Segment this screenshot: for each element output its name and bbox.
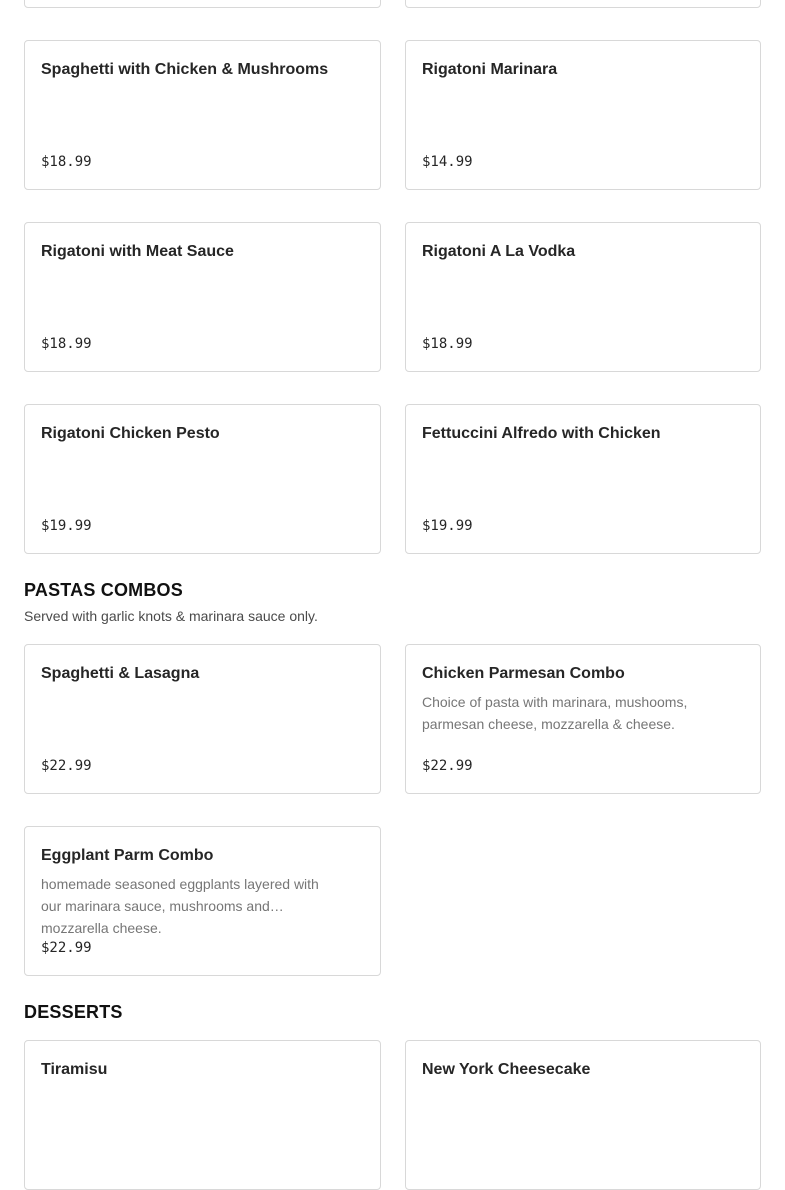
menu-grid-previous	[24, 0, 761, 8]
menu-grid-combos	[24, 644, 761, 976]
menu-item-card[interactable]	[24, 644, 381, 794]
item-price: $18.99	[41, 154, 92, 170]
item-price: $19.99	[422, 518, 473, 534]
item-price: $18.99	[422, 336, 473, 352]
item-price: $18.99	[41, 336, 92, 352]
menu-item-card[interactable]	[405, 0, 761, 8]
menu-item-card[interactable]	[405, 644, 761, 794]
menu-item-card[interactable]	[24, 222, 381, 372]
menu-item-card[interactable]	[24, 1040, 381, 1190]
item-name: Chicken Parmesan Combo	[422, 665, 625, 682]
section-title-desserts: DESSERTS	[24, 1002, 123, 1022]
item-name: Rigatoni A La Vodka	[422, 243, 576, 260]
menu-grid-pastas	[24, 40, 761, 554]
item-price: $22.99	[41, 940, 92, 956]
item-name: Fettuccini Alfredo with Chicken	[422, 425, 661, 442]
menu-item-card[interactable]	[405, 404, 761, 554]
item-name: Rigatoni Chicken Pesto	[41, 425, 220, 442]
item-name: Rigatoni Marinara	[422, 61, 558, 78]
item-price: $22.99	[41, 758, 92, 774]
item-price: $14.99	[422, 154, 473, 170]
menu-item-card[interactable]	[24, 404, 381, 554]
menu-item-card[interactable]	[24, 826, 381, 976]
item-price: $19.99	[41, 518, 92, 534]
menu-item-card[interactable]	[24, 40, 381, 190]
menu-item-card[interactable]	[405, 1040, 761, 1190]
section-title-pastas-combos: PASTAS COMBOS	[24, 580, 183, 600]
item-name: Eggplant Parm Combo	[41, 847, 214, 864]
section-subtitle: Served with garlic knots & marinara sauce only.	[24, 608, 318, 624]
menu-item-card[interactable]	[405, 40, 761, 190]
item-name: Rigatoni with Meat Sauce	[41, 243, 234, 260]
item-name: Spaghetti & Lasagna	[41, 665, 200, 682]
item-description: homemade seasoned eggplants layered with our marinara sauce, mushrooms and mozzarella cheese.	[41, 876, 319, 936]
item-name: Spaghetti with Chicken & Mushrooms	[41, 61, 329, 78]
item-description: Choice of pasta with marinara, mushooms, parmesan cheese, mozzarella & cheese.	[422, 694, 688, 732]
menu-item-card[interactable]	[24, 0, 381, 8]
item-price: $22.99	[422, 758, 473, 774]
item-name: New York Cheesecake	[422, 1061, 591, 1078]
menu-item-card[interactable]	[405, 222, 761, 372]
item-name: Tiramisu	[41, 1061, 108, 1078]
menu-grid-desserts	[24, 1040, 761, 1190]
